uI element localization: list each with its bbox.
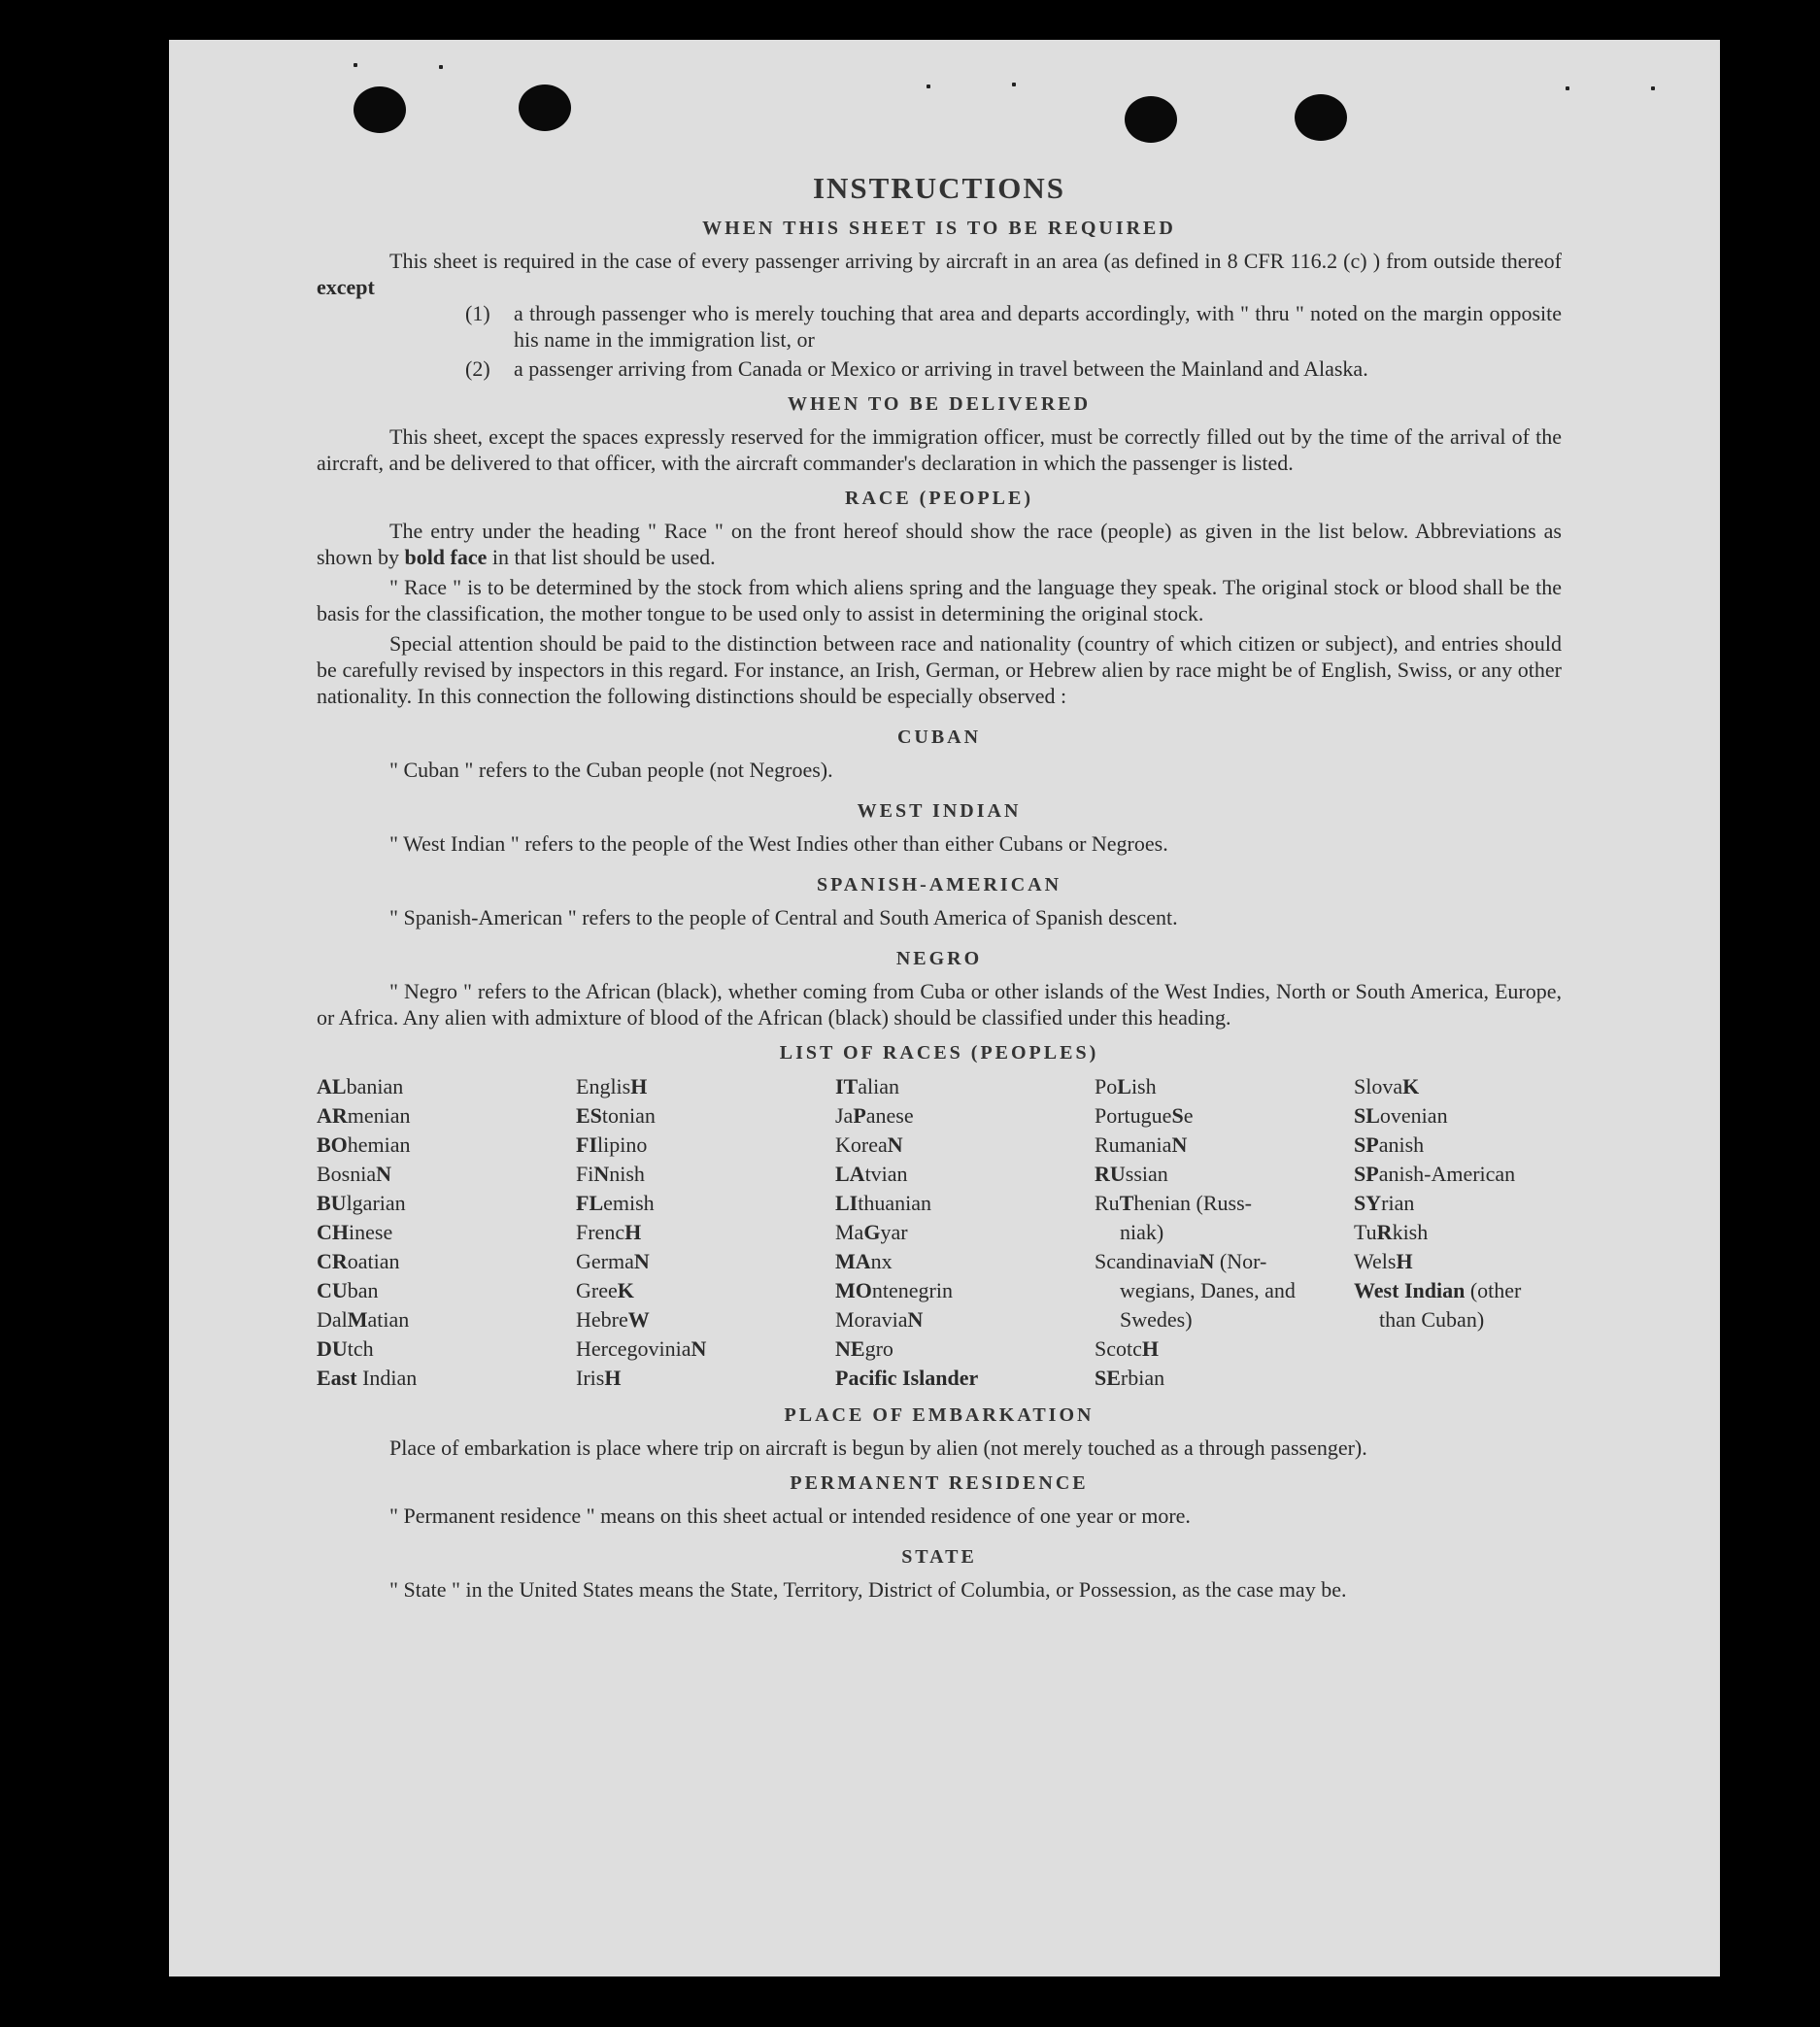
race-entry: IrisH [576,1366,622,1390]
race-entry: ScotcH [1095,1336,1160,1361]
delivered-text: This sheet, except the spaces expressly reserved for the immigration officer, must be correctly filled out by the time of the arrival of the aircraft, and be delivered to that officer, with the aircraft commander's declaration in which the passenger is listed. [317,424,1562,475]
race-column [1095,1072,1354,1393]
heading-west-indian: WEST INDIAN [857,800,1022,822]
negro-text: " Negro " refers to the African (black), whether coming from Cuba or other islands of the West Indies, North or South America, Europe, or Africa. Any alien with admixture of blood of the African (black) should be classified under this heading. [317,979,1562,1030]
race-entry: JaPanese [835,1103,914,1128]
race-entry: RuThenian (Russ- niak) [1095,1191,1252,1244]
race-entry: TuRkish [1354,1220,1429,1244]
exception-item-1: (1) a through passenger who is merely touching that area and departs accordingly, with " thru " noted on the margin opposite his name in the immigration list, or [465,301,1562,352]
west-indian-text: " West Indian " refers to the people of the West Indies other than either Cubans or Negroes. [389,831,1168,856]
race-entry: NEgro [835,1336,893,1361]
race-entry: BUlgarian [317,1191,406,1215]
race-entry: CHinese [317,1220,393,1244]
race-entry: DUtch [317,1336,374,1361]
speck [439,65,443,69]
race-paragraph-1: The entry under the heading " Race " on the front hereof should show the race (people) as given in the list below. Abbreviations as shown by bold face in that list should be used. [317,519,1562,569]
race-entry: MOntenegrin [835,1278,953,1302]
race-entry: GermaN [576,1249,650,1273]
race-entry: CRoatian [317,1249,400,1273]
race-entry: ARmenian [317,1103,411,1128]
punch-hole [1295,94,1347,141]
race-entry: SErbian [1095,1366,1165,1390]
race-column [317,1072,576,1393]
heading-negro: NEGRO [895,948,983,969]
race-entry: GreeK [576,1278,634,1302]
punch-hole [519,84,571,131]
race-entry: MoraviaN [835,1307,924,1332]
race-entry: HebreW [576,1307,650,1332]
race-entry: RUssian [1095,1162,1168,1186]
race-entry: PoLish [1095,1074,1157,1098]
cuban-text: " Cuban " refers to the Cuban people (not Negroes). [389,758,833,782]
document-page [169,40,1720,1976]
speck [354,63,357,67]
heading-required: WHEN THIS SHEET IS TO BE REQUIRED [702,218,1176,239]
heading-cuban: CUBAN [896,726,982,748]
heading-spanish-american: SPANISH-AMERICAN [816,874,1062,895]
race-paragraph-3: Special attention should be paid to the distinction between race and nationality (country of which citizen or subject), and entries should be carefully revised by inspectors in this regard. For instance, an Irish, German, or Hebrew alien by race might be of English, Swiss, or any other nationality. In this connection the following distinctions should be especially observed : [317,631,1562,708]
speck [927,84,930,88]
race-entry: LIthuanian [835,1191,932,1215]
race-entry: ALbanian [317,1074,404,1098]
state-text: " State " in the United States means the State, Territory, District of Columbia, or Possession, as the case may be. [389,1577,1347,1602]
heading-list-of-races: LIST OF RACES (PEOPLES) [779,1042,1099,1064]
race-entry: ScandinaviaN (Nor- wegians, Danes, and Swedes) [1095,1249,1296,1332]
race-entry: FLemish [576,1191,655,1215]
race-entry: CUban [317,1278,379,1302]
race-entry: DalMatian [317,1307,410,1332]
heading-embarkation: PLACE OF EMBARKATION [784,1404,1095,1426]
speck [1651,86,1655,90]
spanish-american-text: " Spanish-American " refers to the people of Central and South America of Spanish descent. [389,905,1178,929]
race-entry: HercegoviniaN [576,1336,707,1361]
required-intro: This sheet is required in the case of every passenger arriving by aircraft in an area (as defined in 8 CFR 116.2 (c) ) from outside thereof except [317,249,1562,299]
race-entry: PortugueSe [1095,1103,1194,1128]
race-entry: FIlipino [576,1132,648,1157]
page-title: INSTRUCTIONS [812,171,1065,205]
race-entry: SYrian [1354,1191,1415,1215]
race-column [576,1072,835,1393]
race-entry: West Indian (other than Cuban) [1354,1278,1522,1332]
race-entry: MaGyar [835,1220,908,1244]
race-paragraph-2: " Race " is to be determined by the stock from which aliens spring and the language they speak. The original stock or blood shall be the basis for the classification, the mother tongue to be used only to assist in determining the original stock. [317,575,1562,625]
race-entry: LAtvian [835,1162,908,1186]
race-entry: ITalian [835,1074,900,1098]
race-entry: RumaniaN [1095,1132,1188,1157]
heading-state: STATE [901,1546,977,1568]
race-column [835,1072,1095,1393]
speck [1012,83,1016,86]
exception-item-2: (2) a passenger arriving from Canada or Mexico or arriving in travel between the Mainland and Alaska. [465,356,1368,381]
punch-hole [354,86,406,133]
race-entry: BosniaN [317,1162,392,1186]
race-entry: Pacific Islander [835,1366,979,1390]
race-entry: East Indian [317,1366,418,1390]
instructions-body [317,171,1562,1603]
speck [1566,86,1569,90]
race-entry: EnglisH [576,1074,648,1098]
race-entry: MAnx [835,1249,893,1273]
heading-delivered: WHEN TO BE DELIVERED [787,393,1092,415]
race-entry: SLovenian [1354,1103,1448,1128]
race-entry: SlovaK [1354,1074,1420,1098]
race-column [1354,1072,1562,1393]
punch-hole [1125,96,1177,143]
race-entry: SPanish-American [1354,1162,1516,1186]
heading-race: RACE (PEOPLE) [845,488,1033,509]
embarkation-text: Place of embarkation is place where trip on aircraft is begun by alien (not merely touched as a through passenger). [389,1436,1367,1460]
race-entry: FrencH [576,1220,642,1244]
race-entry: BOhemian [317,1132,411,1157]
race-entry: KoreaN [835,1132,903,1157]
race-entry: SPanish [1354,1132,1425,1157]
races-list [317,1072,1562,1393]
race-entry: FiNnish [576,1162,645,1186]
residence-text: " Permanent residence " means on this sheet actual or intended residence of one year or more. [389,1503,1191,1528]
heading-residence: PERMANENT RESIDENCE [790,1472,1089,1494]
race-entry: WelsH [1354,1249,1413,1273]
race-entry: EStonian [576,1103,656,1128]
